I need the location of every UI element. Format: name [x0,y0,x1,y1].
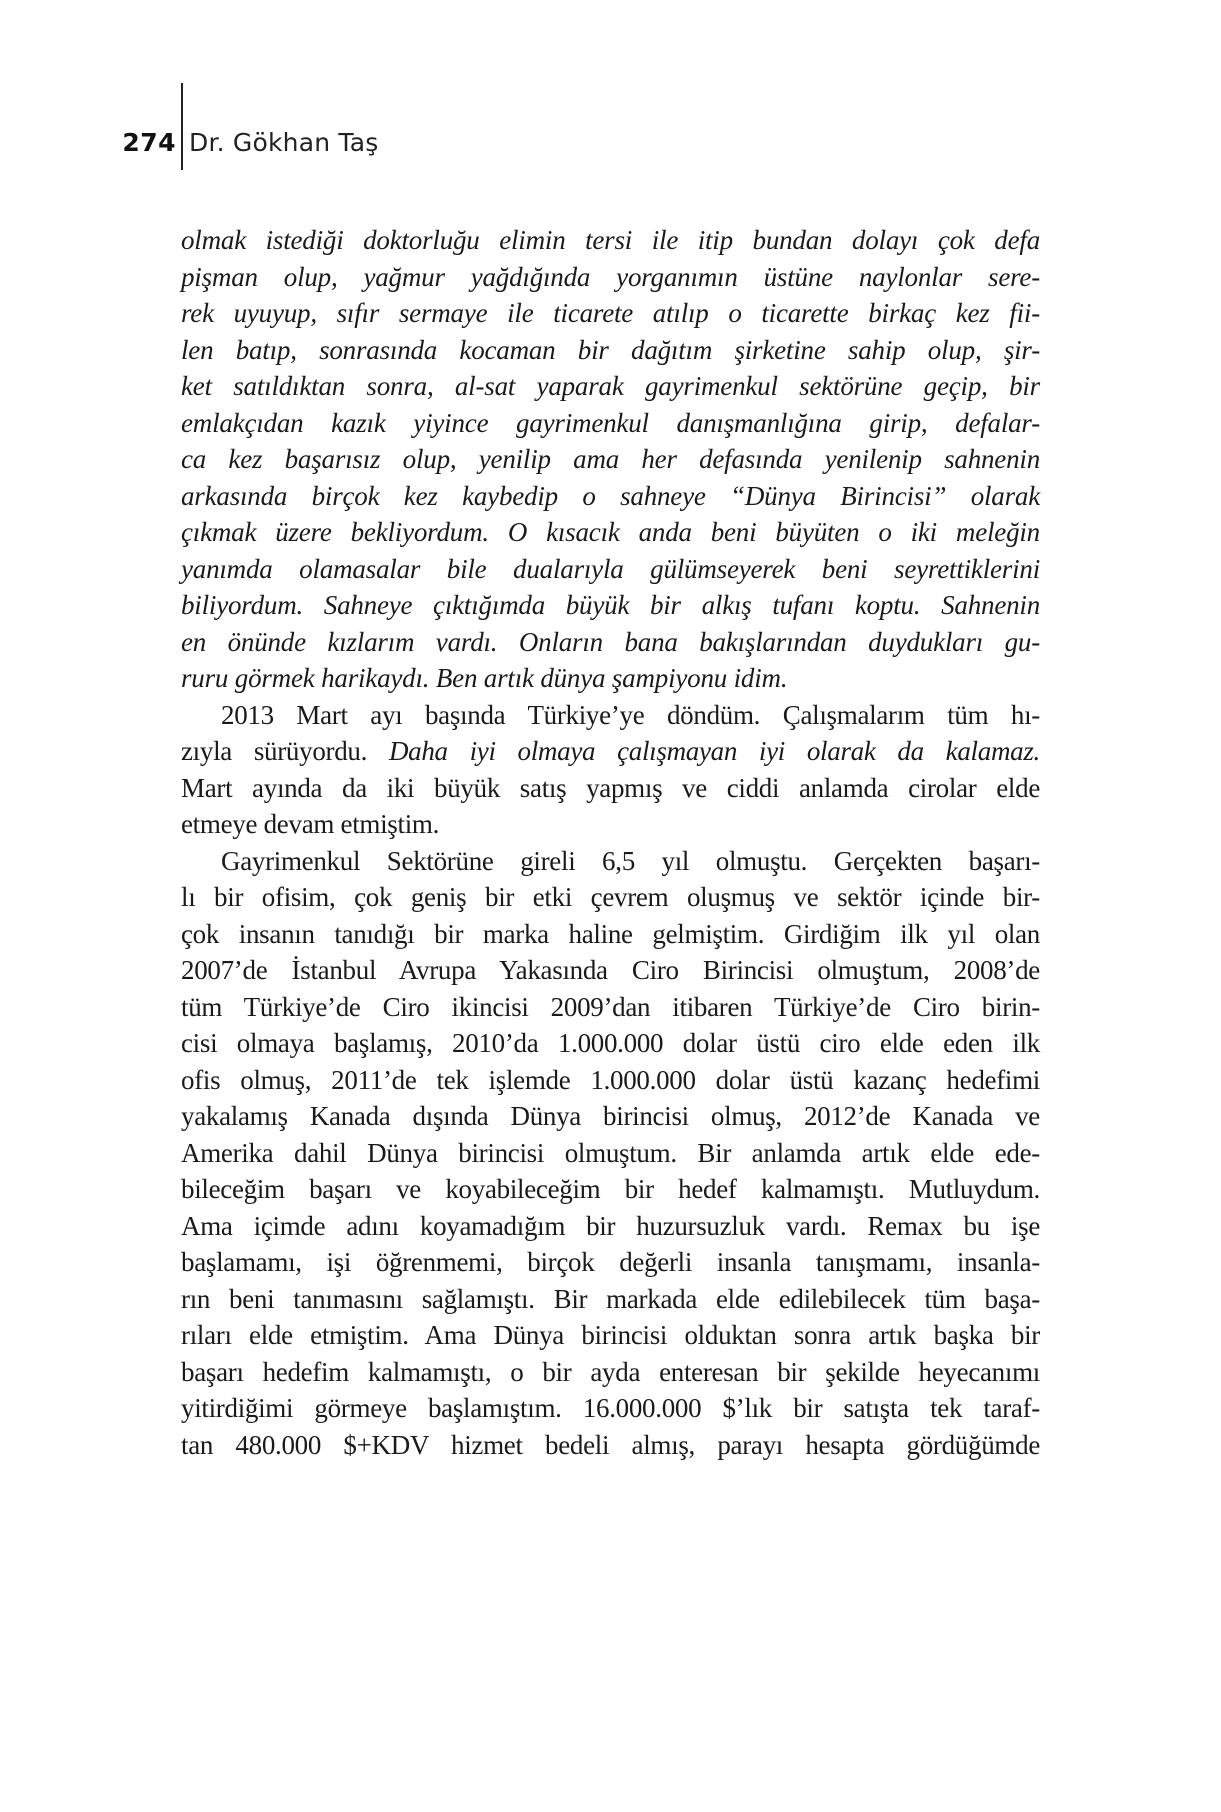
text-line: yanımda olamasalar bile dualarıyla gülümseyerek beni seyrettiklerini [181,553,1040,584]
emphasized-quote: Daha iyi olmaya çalışmayan iyi olarak da kalamaz. [388,736,1040,766]
page-header [0,0,1221,180]
text-line: Mart ayında da iki büyük satış yapmış ve ciddi anlamda cirolar elde [181,772,1040,803]
text-line: pişman olup, yağmur yağdığında yorganımın üstüne naylonlar sere- [181,261,1040,292]
page-number: 274 [122,128,176,157]
text-line: len batıp, sonrasında kocaman bir dağıtım şirketine sahip olup, şir- [181,334,1040,365]
text-line: ruru görmek harikaydı. Ben artık dünya şampiyonu idim. [181,663,788,693]
running-head-author: Dr. Gökhan Taş [189,128,379,157]
text-line: çıkmak üzere bekliyordum. O kısacık anda beni büyüten o iki meleğin [181,517,1040,547]
text-line: rıları elde etmiştim. Ama Dünya birincisi olduktan sonra artık başka bir [181,1320,1040,1350]
text-line: etmeye devam etmiştim. [181,809,440,839]
text-line: tüm Türkiye’de Ciro ikincisi 2009’dan itibaren Türkiye’de Ciro birin- [181,991,1040,1022]
text-line: ca kez başarısız olup, yenilip ama her defasında yenilenip sahnenin [181,444,1040,474]
text-line: en önünde kızlarım vardı. Onların bana bakışlarından duydukları gu- [181,626,1040,657]
paragraph-1-italic [181,222,1040,697]
text-line: çok insanın tanıdığı bir marka haline gelmiştim. Girdiğim ilk yıl olan [181,918,1040,949]
text-line: olmak istediği doktorluğu elimin tersi ile itip bundan dolayı çok defa [181,225,1040,255]
text-line: emlakçıdan kazık yiyince gayrimenkul danışmanlığına girip, defalar- [181,407,1040,438]
text-segment: zıyla sürüyordu. [181,736,389,766]
text-line: lı bir ofisim, çok geniş bir etki çevrem oluşmuş ve sektör içinde bir- [181,882,1040,912]
paragraph-3 [181,843,1040,1464]
text-line: Gayrimenkul Sektörüne gireli 6,5 yıl olmuştu. Gerçekten başarı- [221,845,1040,876]
text-line: başarı hedefim kalmamıştı, o bir ayda enteresan bir şekilde heyecanımı [181,1356,1040,1387]
text-line: Ama içimde adını koyamadığım bir huzursuzluk vardı. Remax bu işe [181,1210,1040,1241]
text-line: başlamamı, işi öğrenmemi, birçok değerli insanla tanışmamı, insanla- [181,1247,1040,1277]
header-divider [181,83,183,170]
text-line: tan 480.000 $+KDV hizmet bedeli almış, parayı hesapta gördüğümde [181,1429,1040,1460]
text-line: 2007’de İstanbul Avrupa Yakasında Ciro Birincisi olmuştum, 2008’de [181,955,1040,985]
text-line: yakalamış Kanada dışında Dünya birincisi olmuş, 2012’de Kanada ve [181,1101,1040,1131]
text-line: biliyordum. Sahneye çıktığımda büyük bir alkış tufanı koptu. Sahnenin [181,590,1040,620]
text-line-mixed [181,733,1040,770]
text-line: 2013 Mart ayı başında Türkiye’ye döndüm. Çalışmalarım tüm hı- [221,699,1040,730]
text-line: arkasında birçok kez kaybedip o sahneye “Dünya Birincisi” olarak [181,480,1040,511]
text-line: rek uyuyup, sıfır sermaye ile ticarete atılıp o ticarette birkaç kez fii- [181,298,1040,328]
text-line: ket satıldıktan sonra, al-sat yaparak gayrimenkul sektörüne geçip, bir [181,371,1040,401]
text-line: bileceğim başarı ve koyabileceğim bir hedef kalmamıştı. Mutluydum. [181,1174,1040,1204]
body-text [181,222,1040,1463]
text-line: rın beni tanımasını sağlamıştı. Bir markada elde edilebilecek tüm başa- [181,1283,1040,1314]
text-line: ofis olmuş, 2011’de tek işlemde 1.000.000 dolar üstü kazanç hedefimi [181,1064,1040,1095]
text-line: Amerika dahil Dünya birincisi olmuştum. Bir anlamda artık elde ede- [181,1137,1040,1168]
paragraph-2 [181,697,1040,843]
text-line: yitirdiğimi görmeye başlamıştım. 16.000.000 $’lık bir satışta tek taraf- [181,1393,1040,1423]
text-line: cisi olmaya başlamış, 2010’da 1.000.000 dolar üstü ciro elde eden ilk [181,1028,1040,1058]
